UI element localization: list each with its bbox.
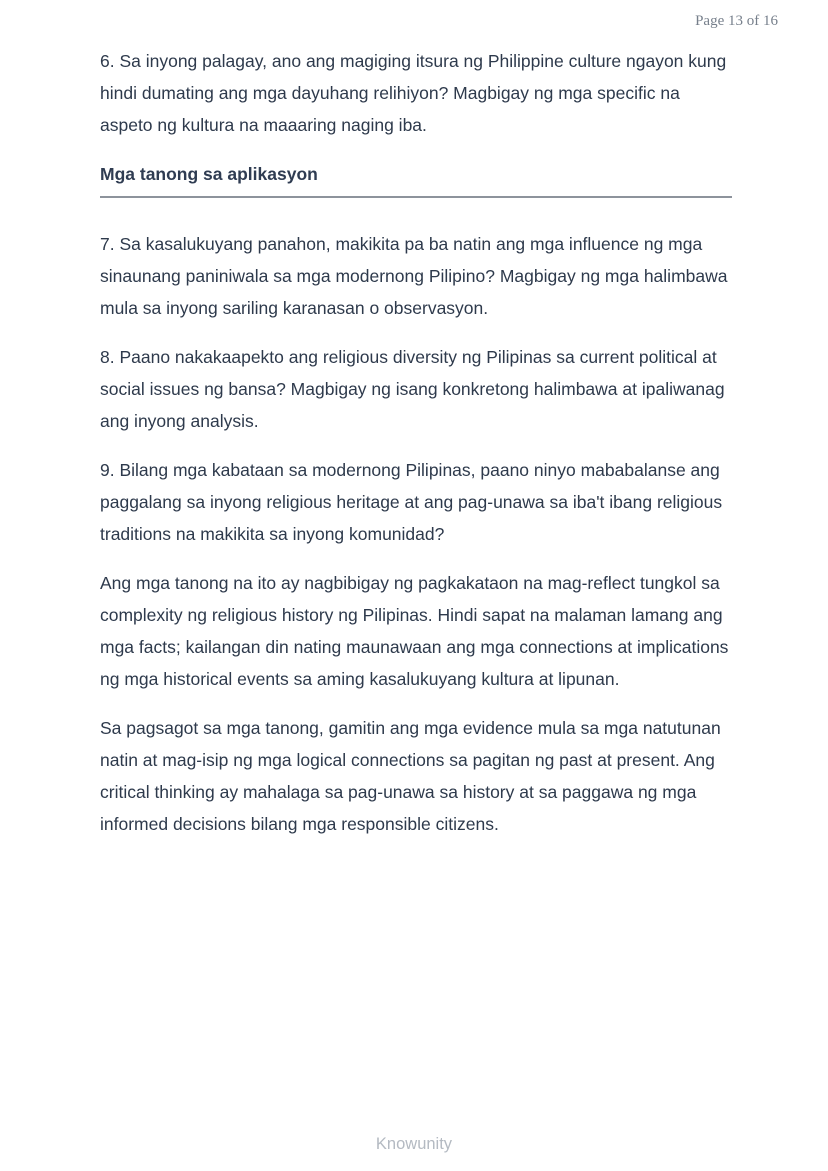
question-7: 7. Sa kasalukuyang panahon, makikita pa ba natin ang mga influence ng mga sinaunang paniniwala sa mga modernong Pilipino? Magbigay ng mga halimbawa mula sa inyong sariling karanasan o observasyon.: [100, 234, 728, 318]
question-9: 9. Bilang mga kabataan sa modernong Pilipinas, paano ninyo mababalanse ang paggalang sa inyong religious heritage at ang pag-unawa sa iba't ibang religious traditions na makikita sa inyong komunidad?: [100, 460, 723, 544]
page-indicator: Page 13 of 16: [695, 13, 778, 29]
section-divider: [100, 196, 732, 198]
watermark-knowunity: Knowunity: [375, 1135, 453, 1153]
question-6: 6. Sa inyong palagay, ano ang magiging itsura ng Philippine culture ngayon kung hindi dumating ang mga dayuhang relihiyon? Magbigay ng mga specific na aspeto ng kultura na maaaring naging iba.: [100, 51, 727, 135]
question-8: 8. Paano nakakaapekto ang religious diversity ng Pilipinas sa current political at social issues ng bansa? Magbigay ng isang konkretong halimbawa at ipaliwanag ang inyong analysis.: [100, 347, 725, 431]
page-footer: [0, 1132, 828, 1156]
paragraph-reflection: Ang mga tanong na ito ay nagbibigay ng pagkakataon na mag-reflect tungkol sa complexity ng religious history ng Pilipinas. Hindi sapat na malaman lamang ang mga facts; kailangan din nating maunawaan ang mga connections at implications ng mga historical events sa aming kasalukuyang kultura at lipunan.: [100, 573, 729, 689]
document-content: [100, 45, 732, 857]
page-header: [695, 12, 778, 30]
section-heading: Mga tanong sa aplikasyon: [100, 164, 318, 184]
paragraph-guidance: Sa pagsagot sa mga tanong, gamitin ang mga evidence mula sa mga natutunan natin at mag-isip ng mga logical connections sa pagitan ng past at present. Ang critical thinking ay mahalaga sa pag-unawa sa history at sa paggawa ng mga informed decisions bilang mga responsible citizens.: [100, 718, 721, 834]
